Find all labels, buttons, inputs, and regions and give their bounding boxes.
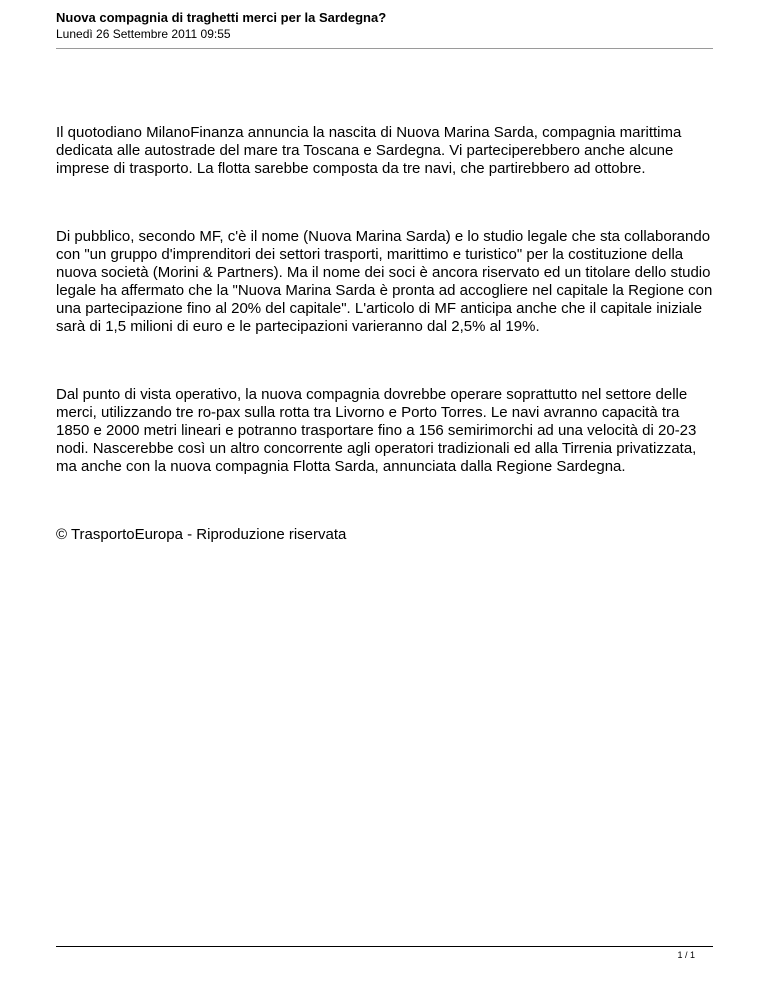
article-paragraph: Di pubblico, secondo MF, c'è il nome (Nuova Marina Sarda) e lo studio legale che sta collaborando con "un gruppo d'imprenditori dei settori trasporti, marittimo e turistico" per la costituzione della nuova società (Morini & Partners). Ma il nome dei soci è ancora riservato ed un titolare dello studio legale ha affermato che la "Nuova Marina Sarda è pronta ad accogliere nel capitale la Regione con una partecipazione fino al 20% del capitale". L'articolo di MF anticipa anche che il capitale iniziale sarà di 1,5 milioni di euro e le partecipazioni varieranno dal 2,5% al 19%. — [56, 228, 713, 335]
article-body — [56, 124, 716, 544]
copyright-notice: © TrasportoEuropa - Riproduzione riservata — [56, 526, 347, 543]
footer-divider — [56, 946, 713, 947]
article-title: Nuova compagnia di traghetti merci per la Sardegna? — [56, 10, 387, 25]
article-date: Lunedì 26 Settembre 2011 09:55 — [56, 27, 231, 41]
header-divider — [56, 48, 713, 49]
page-number: 1 / 1 — [677, 950, 695, 960]
article-paragraph: Dal punto di vista operativo, la nuova compagnia dovrebbe operare soprattutto nel settore delle merci, utilizzando tre ro-pax sulla rotta tra Livorno e Porto Torres. Le navi avranno capacità tra 1850 e 2000 metri lineari e potranno trasportare fino a 156 semirimorchi ad una velocità di 20-23 nodi. Nascerebbe così un altro concorrente agli operatori tradizionali ed alla Tirrenia privatizzata, ma anche con la nuova compagnia Flotta Sarda, annunciata dalla Regione Sardegna. — [56, 386, 697, 475]
page-header — [56, 10, 713, 41]
article-paragraph: Il quotodiano MilanoFinanza annuncia la nascita di Nuova Marina Sarda, compagnia marittima dedicata alle autostrade del mare tra Toscana e Sardegna. Vi parteciperebbero anche alcune imprese di trasporto. La flotta sarebbe composta da tre navi, che partirebbero ad ottobre. — [56, 124, 682, 177]
